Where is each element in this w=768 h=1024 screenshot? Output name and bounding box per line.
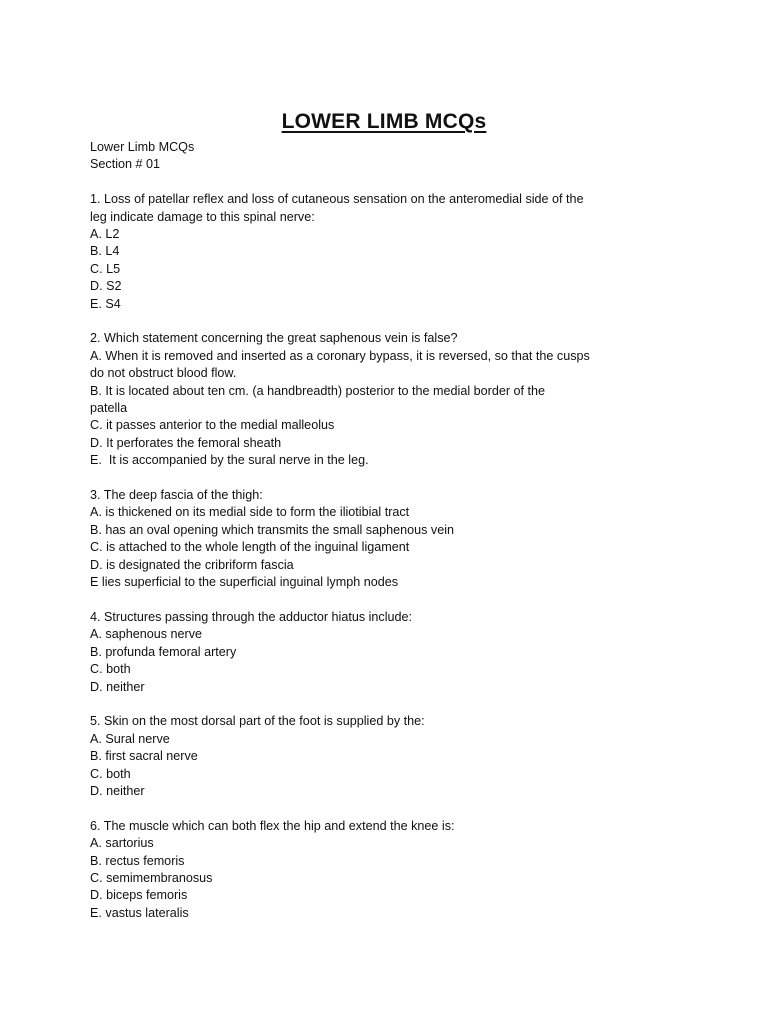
answer-option: D. neither: [90, 783, 145, 798]
question-stem: 3. The deep fascia of the thigh:: [90, 488, 263, 503]
blank-line: [90, 800, 610, 817]
answer-option: C. L5: [90, 261, 121, 276]
answer-option: B. has an oval opening which transmits the small saphenous vein: [90, 522, 455, 537]
answer-option: D. neither: [90, 679, 145, 694]
question-stem: 5. Skin on the most dorsal part of the foot is supplied by the:: [90, 714, 425, 729]
question-block: [90, 487, 610, 591]
question-block: [90, 713, 610, 800]
answer-option: D. It perforates the femoral sheath: [90, 435, 282, 450]
answer-option: C. both: [90, 766, 131, 781]
answer-option: B. rectus femoris: [90, 853, 185, 868]
answer-option: patella: [90, 401, 128, 416]
answer-option: A. sartorius: [90, 836, 154, 851]
question-block: [90, 818, 610, 922]
answer-option: A. Sural nerve: [90, 731, 170, 746]
question-block: [90, 330, 610, 469]
answer-option: E. S4: [90, 296, 121, 311]
question-stem: 1. Loss of patellar reflex and loss of cutaneous sensation on the anteromedial side of the: [90, 192, 584, 207]
blank-line: [90, 470, 610, 487]
answer-option: A. When it is removed and inserted as a coronary bypass, it is reversed, so that the cusps: [90, 348, 590, 363]
answer-option: A. is thickened on its medial side to form the iliotibial tract: [90, 505, 410, 520]
answer-option: E. It is accompanied by the sural nerve in the leg.: [90, 453, 369, 468]
question-block: [90, 191, 610, 313]
question-stem: 6. The muscle which can both flex the hip and extend the knee is:: [90, 818, 455, 833]
question-stem: 4. Structures passing through the adductor hiatus include:: [90, 609, 413, 624]
document-subtitle: Lower Limb MCQs: [90, 140, 195, 154]
answer-option: D. S2: [90, 279, 122, 294]
answer-option: A. L2: [90, 227, 120, 242]
answer-option: B. L4: [90, 244, 120, 259]
page-title: LOWER LIMB MCQs: [281, 110, 487, 133]
blank-line: [90, 696, 610, 713]
answer-option: B. first sacral nerve: [90, 749, 198, 764]
document-body: [90, 139, 610, 922]
answer-option: C. both: [90, 662, 131, 677]
question-list: [90, 174, 610, 922]
question-stem: leg indicate damage to this spinal nerve:: [90, 209, 315, 224]
answer-option: D. biceps femoris: [90, 888, 188, 903]
answer-option: B. profunda femoral artery: [90, 644, 237, 659]
answer-option: C. is attached to the whole length of the inguinal ligament: [90, 540, 410, 555]
blank-line: [90, 174, 610, 191]
question-stem: 2. Which statement concerning the great saphenous vein is false?: [90, 331, 458, 346]
question-block: [90, 609, 610, 696]
answer-option: A. saphenous nerve: [90, 627, 203, 642]
answer-option: E. vastus lateralis: [90, 905, 189, 920]
answer-option: D. is designated the cribriform fascia: [90, 557, 294, 572]
section-label: Section # 01: [90, 157, 161, 172]
answer-option: C. semimembranosus: [90, 870, 213, 885]
answer-option: B. It is located about ten cm. (a handbreadth) posterior to the medial border of the: [90, 383, 546, 398]
answer-option: do not obstruct blood flow.: [90, 366, 237, 381]
blank-line: [90, 313, 610, 330]
answer-option: C. it passes anterior to the medial malleolus: [90, 418, 335, 433]
answer-option: E lies superficial to the superficial inguinal lymph nodes: [90, 575, 399, 590]
blank-line: [90, 592, 610, 609]
